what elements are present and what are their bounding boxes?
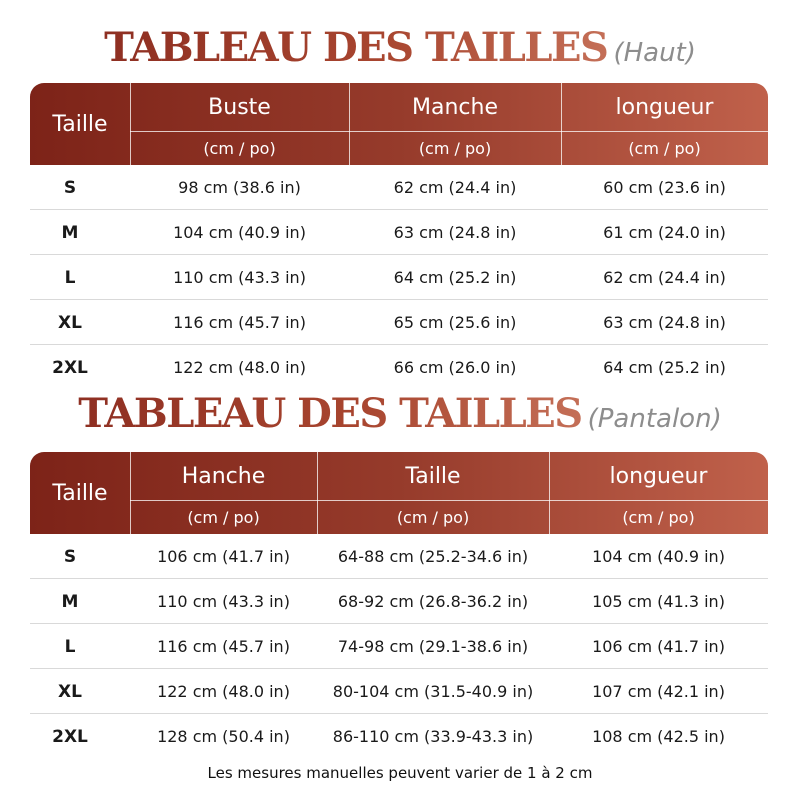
- value-cell: 110 cm (43.3 in): [173, 268, 306, 287]
- bottom-title-sub: (Pantalon): [587, 404, 722, 434]
- header-divider: [130, 131, 768, 132]
- size-table-bottom: [30, 452, 768, 759]
- value-cell: 104 cm (40.9 in): [173, 223, 306, 242]
- value-cell: 64 cm (25.2 in): [603, 358, 726, 377]
- unit-label: (cm / po): [187, 507, 260, 527]
- value-cell: 128 cm (50.4 in): [157, 727, 290, 746]
- size-cell: XL: [58, 312, 82, 333]
- size-cell: S: [63, 546, 77, 567]
- value-cell: 86-110 cm (33.9-43.3 in): [332, 727, 534, 746]
- table-row: [30, 669, 768, 714]
- value-cell: 122 cm (48.0 in): [173, 358, 306, 377]
- size-cell: L: [64, 636, 76, 657]
- top-title-main: TABLEAU DES TAILLES: [104, 24, 608, 71]
- value-cell: 63 cm (24.8 in): [603, 313, 726, 332]
- value-cell: 62 cm (24.4 in): [603, 268, 726, 287]
- unit-label: (cm / po): [396, 507, 470, 527]
- value-cell: 64-88 cm (25.2-34.6 in): [337, 547, 529, 566]
- column-header: Buste: [208, 94, 271, 120]
- size-cell: S: [63, 177, 77, 198]
- size-column-header: Taille: [52, 480, 108, 506]
- value-cell: 98 cm (38.6 in): [178, 178, 301, 197]
- value-cell: 66 cm (26.0 in): [393, 358, 517, 377]
- table-row: [30, 300, 768, 345]
- unit-label: (cm / po): [203, 138, 276, 158]
- unit-label: (cm / po): [418, 138, 492, 158]
- value-cell: 64 cm (25.2 in): [393, 268, 517, 287]
- value-cell: 116 cm (45.7 in): [157, 637, 290, 656]
- column-header: Hanche: [181, 463, 266, 489]
- value-cell: 80-104 cm (31.5-40.9 in): [332, 682, 534, 701]
- size-table-top: [30, 83, 768, 390]
- size-cell: 2XL: [52, 357, 88, 378]
- value-cell: 116 cm (45.7 in): [173, 313, 306, 332]
- value-cell: 105 cm (41.3 in): [592, 592, 725, 611]
- value-cell: 60 cm (23.6 in): [603, 178, 726, 197]
- value-cell: 104 cm (40.9 in): [592, 547, 725, 566]
- column-header: longueur: [609, 463, 708, 489]
- unit-label: (cm / po): [622, 507, 695, 527]
- table-row: [30, 255, 768, 300]
- top-table-title: [0, 24, 800, 71]
- measurement-note: Les mesures manuelles peuvent varier de 1 à 2 cm: [207, 764, 593, 782]
- table-row: [30, 624, 768, 669]
- size-column-header: Taille: [52, 111, 108, 137]
- table-row: [30, 210, 768, 255]
- table-row: [30, 165, 768, 210]
- table-row: [30, 714, 768, 759]
- value-cell: 61 cm (24.0 in): [603, 223, 726, 242]
- value-cell: 108 cm (42.5 in): [592, 727, 725, 746]
- bottom-table-title: [0, 390, 800, 437]
- table-row: [30, 579, 768, 624]
- column-header: longueur: [615, 94, 714, 120]
- value-cell: 107 cm (42.1 in): [592, 682, 725, 701]
- column-header: Taille: [405, 463, 461, 489]
- size-cell: M: [61, 222, 79, 243]
- size-cell: M: [61, 591, 79, 612]
- value-cell: 63 cm (24.8 in): [393, 223, 517, 242]
- bottom-title-main: TABLEAU DES TAILLES: [78, 390, 582, 437]
- value-cell: 106 cm (41.7 in): [157, 547, 290, 566]
- size-cell: 2XL: [52, 726, 88, 747]
- column-header: Manche: [412, 94, 498, 120]
- table-body: [30, 534, 768, 759]
- table-row: [30, 534, 768, 579]
- table-header: [30, 452, 768, 534]
- top-title-sub: (Haut): [613, 38, 696, 68]
- table-header: [30, 83, 768, 165]
- table-row: [30, 345, 768, 390]
- value-cell: 65 cm (25.6 in): [393, 313, 517, 332]
- value-cell: 110 cm (43.3 in): [157, 592, 290, 611]
- size-cell: XL: [58, 681, 82, 702]
- size-cell: L: [64, 267, 76, 288]
- value-cell: 122 cm (48.0 in): [157, 682, 290, 701]
- value-cell: 62 cm (24.4 in): [393, 178, 517, 197]
- unit-label: (cm / po): [628, 138, 701, 158]
- table-body: [30, 165, 768, 390]
- value-cell: 68-92 cm (26.8-36.2 in): [337, 592, 529, 611]
- value-cell: 74-98 cm (29.1-38.6 in): [337, 637, 529, 656]
- header-divider: [130, 500, 768, 501]
- value-cell: 106 cm (41.7 in): [592, 637, 725, 656]
